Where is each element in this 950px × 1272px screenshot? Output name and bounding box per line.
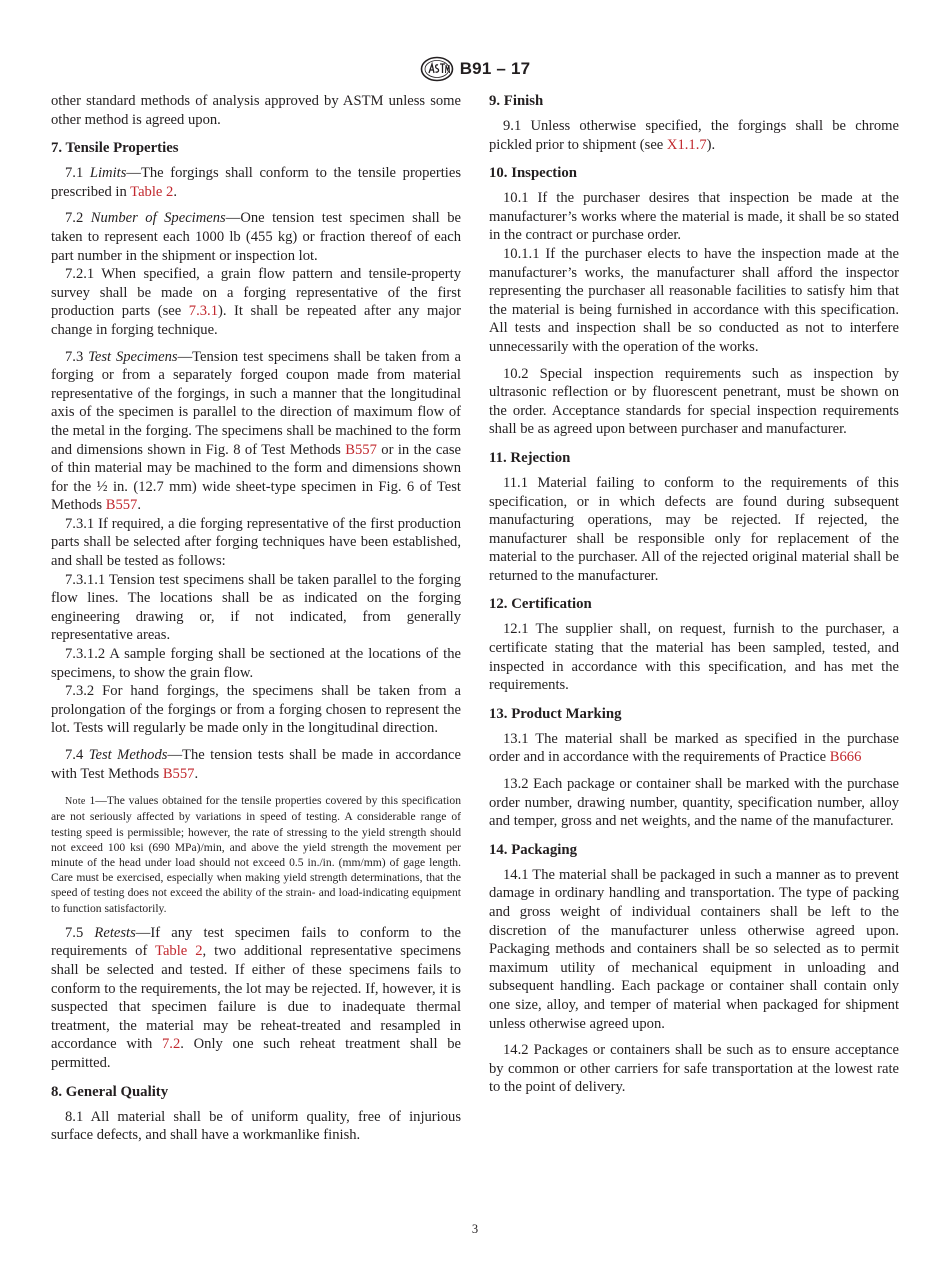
b666-link[interactable]: B666: [829, 749, 862, 766]
section-14-heading: 14. Packaging: [489, 841, 577, 858]
paragraph-7-3-1: 7.3.1 If required, a die forging representative of the first production parts shall be selected after forging techniques have been established, and shall be tested as follows:: [51, 515, 461, 570]
paragraph-9-1: 9.1 Unless otherwise specified, the forgings shall be chrome pickled prior to shipment (see X1.1.7).: [489, 118, 899, 153]
section-7-2-link[interactable]: 7.2: [162, 1036, 181, 1053]
b557-link[interactable]: B557: [105, 497, 138, 514]
section-10-heading: 10. Inspection: [489, 165, 577, 182]
paragraph-12-1: 12.1 The supplier shall, on request, furnish to the purchaser, a certificate stating that the material has been sampled, tested, and inspected in accordance with this specification, and has met the requirements.: [489, 621, 899, 694]
right-column: [489, 92, 899, 1097]
page-number: 3: [471, 1222, 479, 1236]
table-2-link[interactable]: Table 2: [130, 183, 174, 200]
paragraph-7-3: 7.3 Test Specimens—Tension test specimens shall be taken from a forging or from a separately forged coupon made from material representative of the forgings, in such a manner that the longitudinal axis of the specimen is parallel to the direction of maximum flow of the metal in the forging. The specimens shall be machined to the form and dimensions shown in Fig. 8 of Test Methods B557 or in the case of thin material may be machined to the form and dimensions shown for the ½ in. (12.7 mm) wide sheet-type specimen in Fig. 6 of Test Methods B557.: [51, 348, 462, 514]
paragraph-13-2: 13.2 Each package or container shall be marked with the purchase order number, drawing number, quantity, specification number, alloy and temper, gross and net weights, and the name of the manufacturer.: [489, 776, 899, 830]
paragraph-8-1: 8.1 All material shall be of uniform quality, free of injurious surface defects, and shall have a workmanlike finish.: [51, 1108, 461, 1144]
astm-logo-icon: [420, 56, 454, 82]
document-designation: B91 – 17: [459, 59, 531, 78]
b557-link[interactable]: B557: [345, 441, 377, 458]
section-9-heading: 9. Finish: [489, 93, 544, 109]
section-7-heading: 7. Tensile Properties: [51, 140, 179, 157]
paragraph-13-1: 13.1 The material shall be marked as specified in the purchase order and in accordance with the requirements of Practice B666: [489, 730, 899, 766]
section-8-heading: 8. General Quality: [51, 1083, 169, 1100]
paragraph-7-2-1: 7.2.1 When specified, a grain flow pattern and tensile-property survey shall be made on a forging representative of the first production parts (see 7.3.1). It shall be repeated after any major change in forging technique.: [51, 266, 461, 338]
paragraph-10-1-1: 10.1.1 If the purchaser elects to have the inspection made at the manufacturer’s works, the manufacturer shall afford the inspector representing the purchaser all reasonable facilities to satisfy him that the material is being furnished in accordance with this specification. All tests and inspection shall be so conducted as not to interfere unnecessarily with the operation of the works.: [489, 245, 899, 355]
b557-link[interactable]: B557: [162, 765, 195, 782]
x1-1-7-link[interactable]: X1.1.7: [666, 136, 707, 153]
left-column: [51, 92, 461, 1145]
section-13-heading: 13. Product Marking: [489, 705, 622, 722]
paragraph-14-2: 14.2 Packages or containers shall be such as to ensure acceptance by common or other carriers for safe transportation at the lowest rate to the point of delivery.: [489, 1042, 899, 1096]
paragraph-10-2: 10.2 Special inspection requirements such as inspection by ultrasonic reflection or by fluorescent penetrant, must be shown on the order. Acceptance standards for special inspection requirements shall be as agreed upon between purchaser and manufacturer.: [489, 365, 899, 438]
table-2-link[interactable]: Table 2: [155, 943, 203, 960]
section-7-3-1-link[interactable]: 7.3.1: [188, 303, 218, 320]
page-header: [0, 54, 950, 84]
paragraph-7-3-1-1: 7.3.1.1 Tension test specimens shall be taken parallel to the forging flow lines. The locations shall be as indicated on the forging engineering drawing or, if not indicated, from generally representative areas.: [51, 571, 461, 644]
intro-paragraph: other standard methods of analysis approved by ASTM unless some other method is agreed upon.: [51, 93, 461, 128]
paragraph-7-1: 7.1 Limits—The forgings shall conform to the tensile properties prescribed in Table 2.: [51, 165, 461, 200]
section-11-heading: 11. Rejection: [489, 449, 571, 466]
paragraph-14-1: 14.1 The material shall be packaged in such a manner as to prevent damage in ordinary handling and transportation. The type of packing and gross weight of individual containers shall be left to the discretion of the manufacturer unless otherwise agreed upon. Packaging methods and containers shall be so selected as to permit maximum utility of mechanical equipment in unloading and subsequent handling. Each package or container shall contain only one size, alloy, and temper of material when packaged for shipment unless otherwise agreed upon.: [489, 866, 899, 1032]
paragraph-7-3-1-2: 7.3.1.2 A sample forging shall be sectioned at the locations of the specimens, to show the grain flow.: [51, 646, 461, 681]
section-12-heading: 12. Certification: [489, 596, 592, 613]
paragraph-7-5: 7.5 Retests—If any test specimen fails to conform to the requirements of Table 2, two additional representative specimens shall be selected and tested. If either of these specimens fails to conform to the requirements, the lot may be rejected. If, however, it is suspected that specimen failure is due to inadequate thermal treatment, the material may be reheat-treated and resampled in accordance with 7.2. Only one such reheat treatment shall be permitted.: [51, 924, 462, 1071]
note-1: Note 1—The values obtained for the tensile properties covered by this specification are not seriously affected by variations in speed of testing. A considerable range of testing speed is permissible; however, the rate of stressing to the yield strength should not exceed 100 ksi (690 MPa)/min, and above the yield strength the movement per minute of the head under load should not exceed 0.5 in./in. (mm/mm) of gage length. Care must be exercised, especially when making yield strength determinations, that the speed of testing does not exceed the ability of the strain- and load-indicating equipment to function satisfactorily.: [51, 794, 461, 915]
paragraph-7-2: 7.2 Number of Specimens—One tension test specimen shall be taken to represent each 1000 lb (455 kg) or fraction thereof of each part number in the shipment or inspection lot.: [51, 210, 461, 264]
paragraph-7-3-2: 7.3.2 For hand forgings, the specimens shall be taken from a prolongation of the forgings or from a forging chosen to represent the lot. Tests will regularly be made only in the longitudinal direction.: [51, 683, 461, 737]
paragraph-10-1: 10.1 If the purchaser desires that inspection be made at the manufacturer’s works where the material is made, it shall be so stated in the contract or purchase order.: [489, 190, 899, 244]
paragraph-11-1: 11.1 Material failing to conform to the requirements of this specification, or in which defects are found during subsequent manufacturing operations, may be rejected. If rejected, the manufacturer shall be responsible only for replacement of the material to the purchaser. All of the rejected original material shall be returned to the manufacturer.: [489, 474, 899, 584]
paragraph-7-4: 7.4 Test Methods—The tension tests shall be made in accordance with Test Methods B557.: [51, 747, 461, 782]
